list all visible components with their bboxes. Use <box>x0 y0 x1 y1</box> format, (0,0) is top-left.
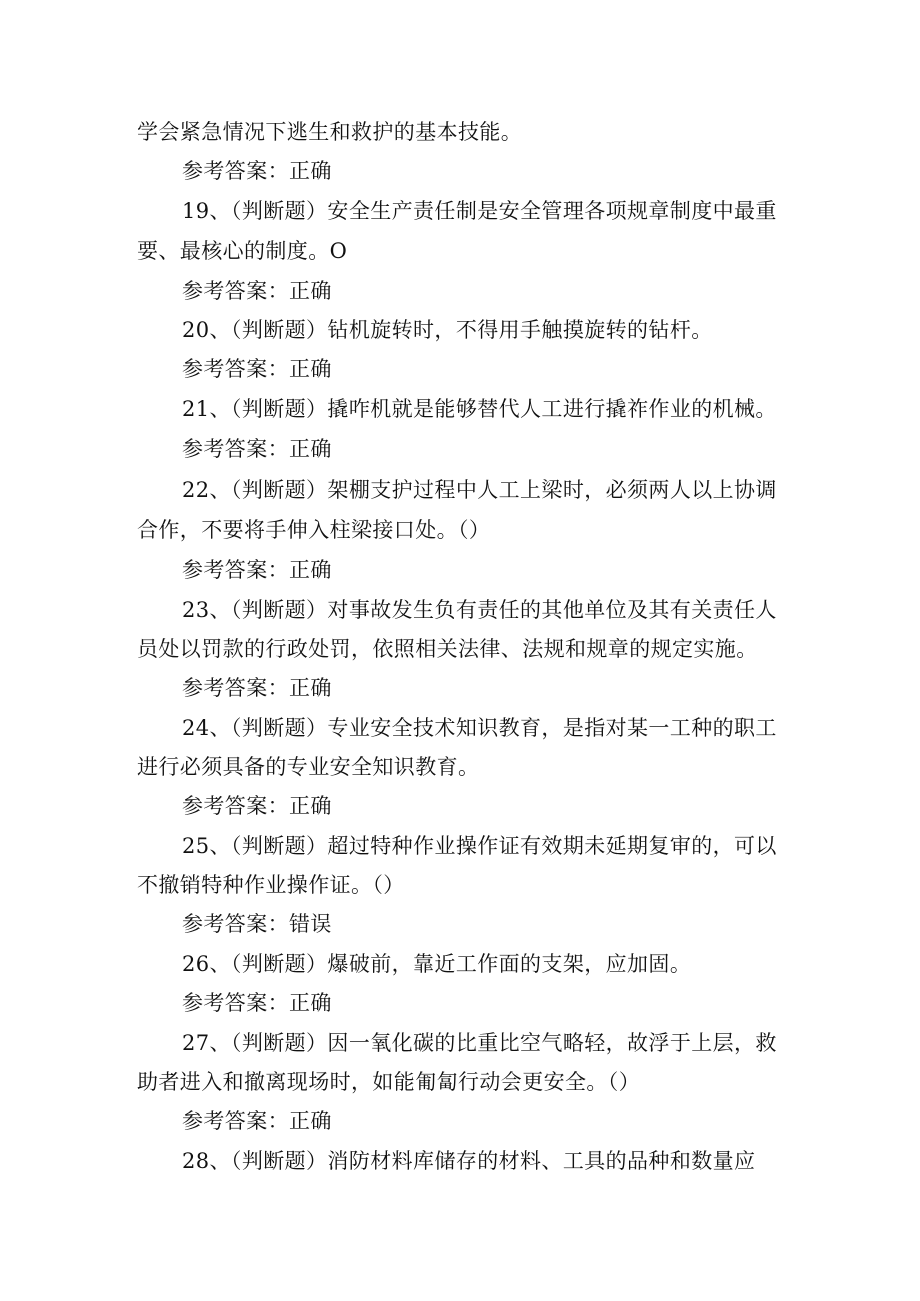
answer-line: 参考答案：正确 <box>182 357 332 381</box>
question-line: 24、（判断题）专业安全技术知识教育，是指对某一工种的职工 <box>182 716 777 740</box>
text-line: 助者进入和撤离现场时，如能匍匐行动会更安全。（） <box>137 1070 641 1094</box>
question-line: 21、（判断题）撬咋机就是能够替代人工进行撬祚作业的机械。 <box>182 397 777 421</box>
text-line: 进行必须具备的专业安全知识教育。 <box>137 755 480 779</box>
answer-line: 参考答案：正确 <box>182 437 332 461</box>
text-line: 合作，不要将手伸入柱梁接口处。（） <box>137 518 491 542</box>
text-line: 学会紧急情况下逃生和救护的基本技能。 <box>137 120 523 144</box>
question-line: 26、（判断题）爆破前，靠近工作面的支架，应加固。 <box>182 952 692 976</box>
answer-line: 参考答案：正确 <box>182 159 332 183</box>
question-line: 20、（判断题）钻机旋转时，不得用手触摸旋转的钻杆。 <box>182 318 713 342</box>
text-line: 要、最核心的制度。O <box>137 239 348 263</box>
question-line: 25、（判断题）超过特种作业操作证有效期未延期复审的，可以 <box>182 834 777 858</box>
question-line: 27、（判断题）因一氧化碳的比重比空气略轻，故浮于上层，救 <box>182 1031 777 1055</box>
answer-line: 参考答案：正确 <box>182 991 332 1015</box>
answer-line: 参考答案：正确 <box>182 279 332 303</box>
answer-line: 参考答案：正确 <box>182 676 332 700</box>
question-line: 22、（判断题）架棚支护过程中人工上梁时，必须两人以上协调 <box>182 478 777 502</box>
text-line: 员处以罚款的行政处罚，依照相关法律、法规和规章的规定实施。 <box>137 637 758 661</box>
question-line: 28、（判断题）消防材料库储存的材料、工具的品种和数量应 <box>182 1149 756 1173</box>
text-line: 不撤销特种作业操作证。（） <box>137 873 405 897</box>
answer-line: 参考答案：正确 <box>182 558 332 582</box>
question-line: 19、（判断题）安全生产责任制是安全管理各项规章制度中最重 <box>182 199 777 223</box>
question-line: 23、（判断题）对事故发生负有责任的其他单位及其有关责任人 <box>182 598 777 622</box>
answer-line: 参考答案：正确 <box>182 794 332 818</box>
answer-line: 参考答案：正确 <box>182 1109 332 1133</box>
answer-line: 参考答案：错误 <box>182 912 332 936</box>
